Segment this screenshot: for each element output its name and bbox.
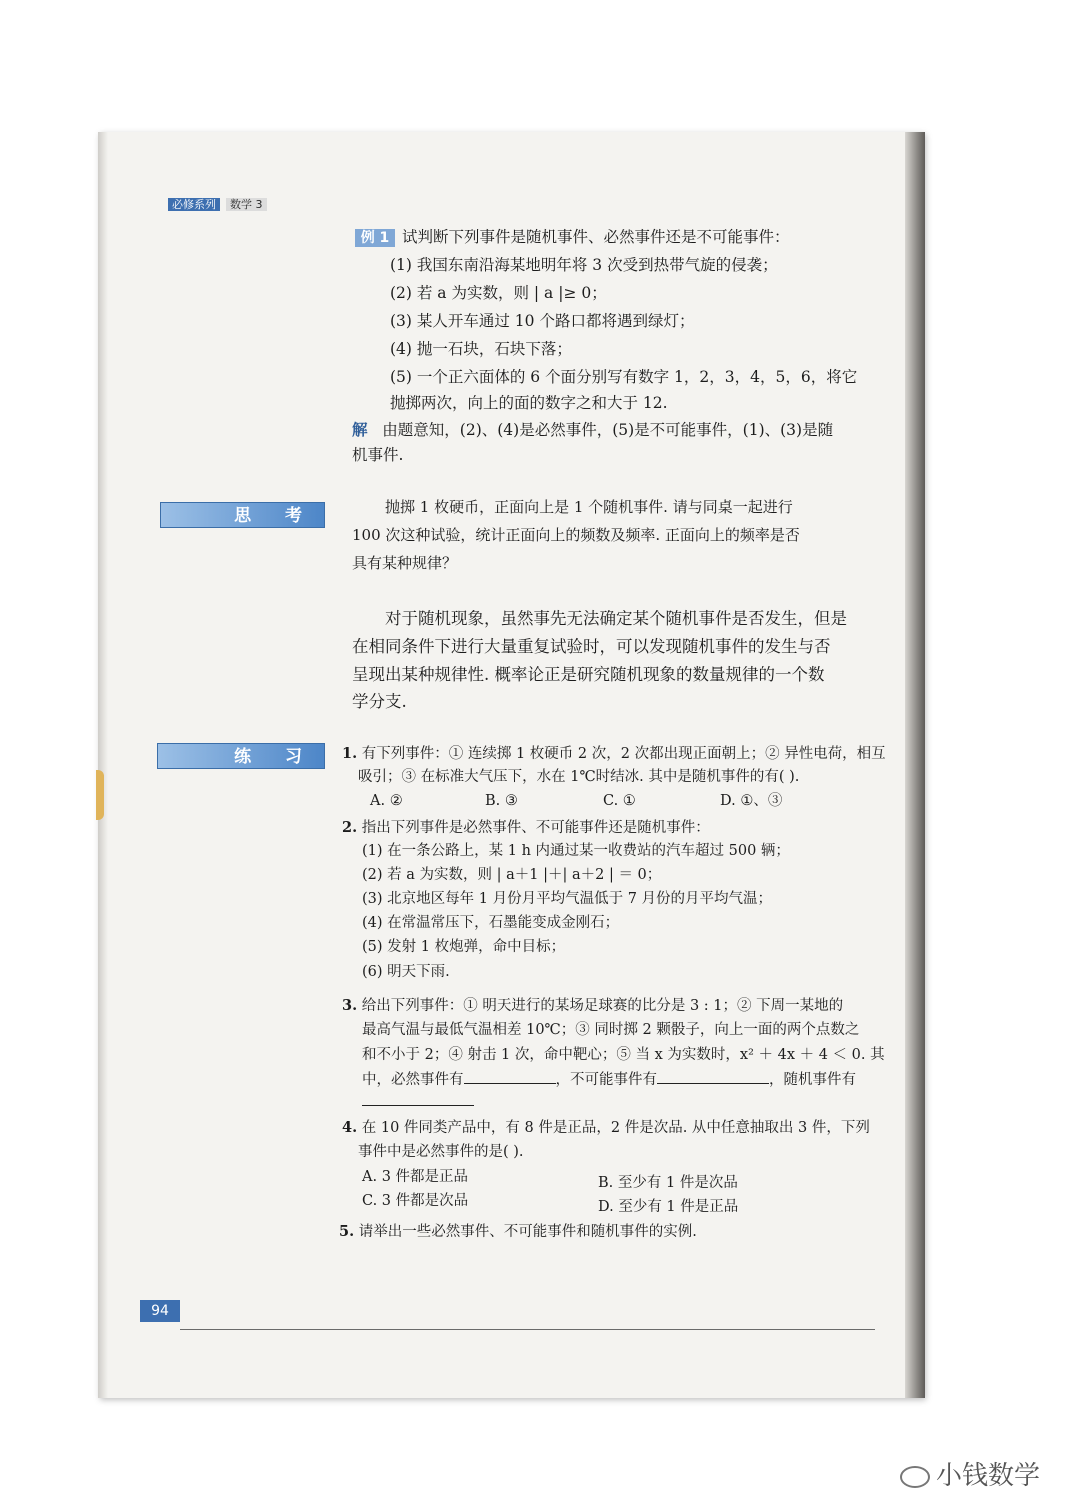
example-item: 抛掷两次，向上的面的数字之和大于 12. (390, 394, 668, 412)
question-number: 2. (342, 819, 358, 836)
solution-line: 机事件. (352, 446, 404, 464)
answer-blank[interactable] (657, 1069, 769, 1084)
exercise-q1-line (342, 742, 886, 766)
exercise-q2-item: (2) 若 a 为实数，则 | a＋1 |＋| a＋2 | ＝ 0； (362, 867, 662, 883)
example-item: (1) 我国东南沿海某地明年将 3 次受到热带气旋的侵袭； (390, 256, 778, 274)
example-item: (5) 一个正六面体的 6 个面分别写有数字 1，2，3，4，5，6，将它 (390, 368, 858, 386)
answer-blank[interactable] (464, 1069, 556, 1084)
question-text: 请举出一些必然事件、不可能事件和随机事件的实例. (358, 1224, 697, 1240)
question-text: ，随机事件有 (769, 1072, 856, 1088)
watermark-text: 小钱数学 (936, 1461, 1041, 1491)
example-question: 试判断下列事件是随机事件、必然事件还是不可能事件： (402, 228, 790, 246)
exercise-q2-line (342, 816, 710, 840)
paragraph-line: 学分支. (352, 692, 407, 711)
running-header (168, 197, 267, 212)
page-number: 94 (140, 1300, 180, 1322)
exercise-q5-line (339, 1220, 697, 1244)
solution-line (352, 418, 833, 442)
page-edge (905, 132, 925, 1398)
option: A. 3 件都是正品 (362, 1169, 469, 1185)
exercise-q1-line: 吸引；③ 在标准大气压下，水在 1℃时结冰. 其中是随机事件的有( ). (358, 769, 800, 785)
question-text: 在 10 件同类产品中，有 8 件是正品，2 件是次品. 从中任意抽取出 3 件，下列 (361, 1120, 870, 1136)
example-item: (3) 某人开车通过 10 个路口都将遇到绿灯； (390, 312, 695, 330)
series-label: 必修系列 (168, 198, 220, 211)
question-number: 5. (339, 1223, 355, 1240)
question-text: 给出下列事件：① 明天进行的某场足球赛的比分是 3 : 1；② 下周一某地的 (361, 998, 844, 1014)
think-label: 思 考 (160, 502, 325, 528)
paragraph-line: 在相同条件下进行大量重复试验时，可以发现随机事件的发生与否 (352, 637, 831, 656)
option: D. 至少有 1 件是正品 (598, 1199, 739, 1215)
option: B. ③ (485, 793, 518, 809)
question-number: 1. (342, 745, 358, 762)
question-text: 中，必然事件有 (362, 1072, 464, 1088)
subject-label: 数学 3 (226, 198, 267, 211)
exercise-q3-line: 和不小于 2；④ 射击 1 次，命中靶心；⑤ 当 x 为实数时，x² ＋ 4x ＋ 4 ＜ 0. 其 (362, 1047, 885, 1063)
example-label: 例 1 (355, 229, 395, 247)
question-text: 指出下列事件是必然事件、不可能事件还是随机事件： (361, 820, 710, 836)
exercise-q3-line (342, 994, 843, 1018)
exercise-q2-item: (3) 北京地区每年 1 月份月平均气温低于 7 月份的月平均气温； (362, 891, 773, 907)
example-item: (2) 若 a 为实数，则 | a |≥ 0； (390, 284, 607, 302)
option: A. ② (370, 793, 403, 809)
solution-text: 由题意知，(2)、(4)是必然事件，(5)是不可能事件，(1)、(3)是随 (382, 421, 834, 439)
exercise-q4-line (342, 1116, 870, 1140)
question-number: 4. (342, 1119, 358, 1136)
think-line: 抛掷 1 枚硬币，正面向上是 1 个随机事件. 请与同桌一起进行 (385, 498, 793, 516)
exercise-q2-item: (5) 发射 1 枚炮弹，命中目标； (362, 939, 566, 955)
exercise-q2-item: (1) 在一条公路上，某 1 h 内通过某一收费站的汽车超过 500 辆； (362, 843, 790, 859)
exercise-label: 练 习 (157, 743, 325, 769)
footer-rule (180, 1329, 875, 1330)
solution-label: 解 (352, 420, 368, 439)
exercise-q3-line (362, 1069, 856, 1092)
option: C. ① (603, 793, 636, 809)
option: B. 至少有 1 件是次品 (598, 1175, 738, 1191)
exercise-q2-item: (6) 明天下雨. (362, 964, 450, 980)
question-text: ，不可能事件有 (555, 1072, 657, 1088)
example-item: (4) 抛一石块，石块下落； (390, 340, 572, 358)
answer-blank[interactable] (362, 1091, 474, 1106)
question-number: 3. (342, 997, 358, 1014)
exercise-q3-line (362, 1091, 474, 1114)
paragraph-line: 对于随机现象，虽然事先无法确定某个随机事件是否发生，但是 (385, 609, 847, 628)
exercise-q3-line: 最高气温与最低气温相差 10℃；③ 同时掷 2 颗骰子，向上一面的两个点数之 (362, 1022, 860, 1038)
option: D. ①、③ (720, 793, 783, 809)
page-left-shadow (98, 132, 108, 1398)
exercise-q4-line: 事件中是必然事件的是( ). (358, 1144, 524, 1160)
option: C. 3 件都是次品 (362, 1193, 469, 1209)
binder-clip (96, 770, 104, 820)
wechat-icon (900, 1466, 930, 1488)
watermark (900, 1455, 1040, 1492)
think-line: 具有某种规律？ (352, 554, 458, 572)
think-line: 100 次这种试验，统计正面向上的频数及频率. 正面向上的频率是否 (352, 526, 800, 544)
paragraph-line: 呈现出某种规律性. 概率论正是研究随机现象的数量规律的一个数 (352, 665, 825, 684)
question-text: 有下列事件：① 连续掷 1 枚硬币 2 次，2 次都出现正面朝上；② 异性电荷，相互 (361, 746, 886, 762)
exercise-q2-item: (4) 在常温常压下，石墨能变成金刚石； (362, 915, 620, 931)
